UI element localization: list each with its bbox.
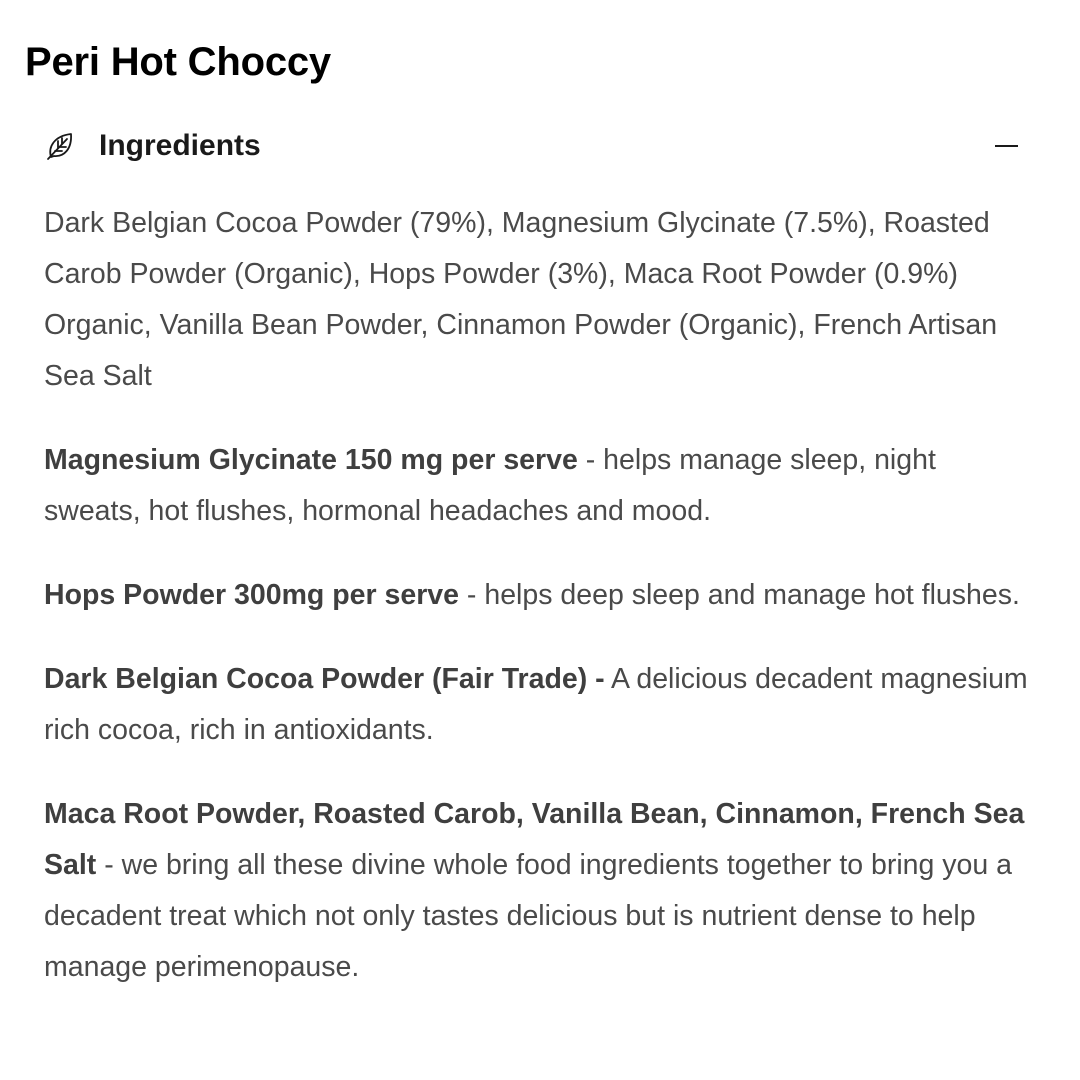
detail-text: - we bring all these divine whole food ingredients together to bring you a decadent treat which not only tastes delicious but is nutrient dense to help manage perimenopause.: [44, 849, 1013, 983]
detail-heading: Hops Powder 300mg per serve: [44, 579, 460, 611]
leaf-icon: [44, 130, 76, 162]
detail-heading: Magnesium Glycinate 150 mg per serve: [44, 444, 578, 476]
ingredients-accordion-header[interactable]: [44, 124, 1024, 168]
accordion-title: Ingredients: [99, 129, 261, 162]
detail-text: - helps manage sleep, night sweats, hot flushes, hormonal headaches and mood.: [44, 444, 936, 527]
minus-icon[interactable]: [994, 134, 1018, 158]
detail-hops: [44, 570, 1034, 621]
detail-heading: Maca Root Powder, Roasted Carob, Vanilla Bean, Cinnamon, French Sea Salt: [44, 798, 1025, 881]
ingredients-content: [44, 198, 1034, 1026]
detail-text: A delicious decadent magnesium rich cocoa, rich in antioxidants.: [44, 663, 1028, 746]
ingredients-list: Dark Belgian Cocoa Powder (79%), Magnesium Glycinate (7.5%), Roasted Carob Powder (Organic), Hops Powder (3%), Maca Root Powder (0.9%) Organic, Vanilla Bean Powder, Cinnamon Powder (Organic), French Artisan Sea Salt: [44, 207, 998, 392]
detail-heading: Dark Belgian Cocoa Powder (Fair Trade) -: [44, 663, 605, 695]
detail-cocoa: [44, 654, 1034, 756]
detail-magnesium: [44, 435, 1034, 537]
page-title: Peri Hot Choccy: [25, 40, 331, 84]
detail-text: - helps deep sleep and manage hot flushes.: [459, 579, 1020, 611]
detail-whole-foods: [44, 789, 1034, 993]
